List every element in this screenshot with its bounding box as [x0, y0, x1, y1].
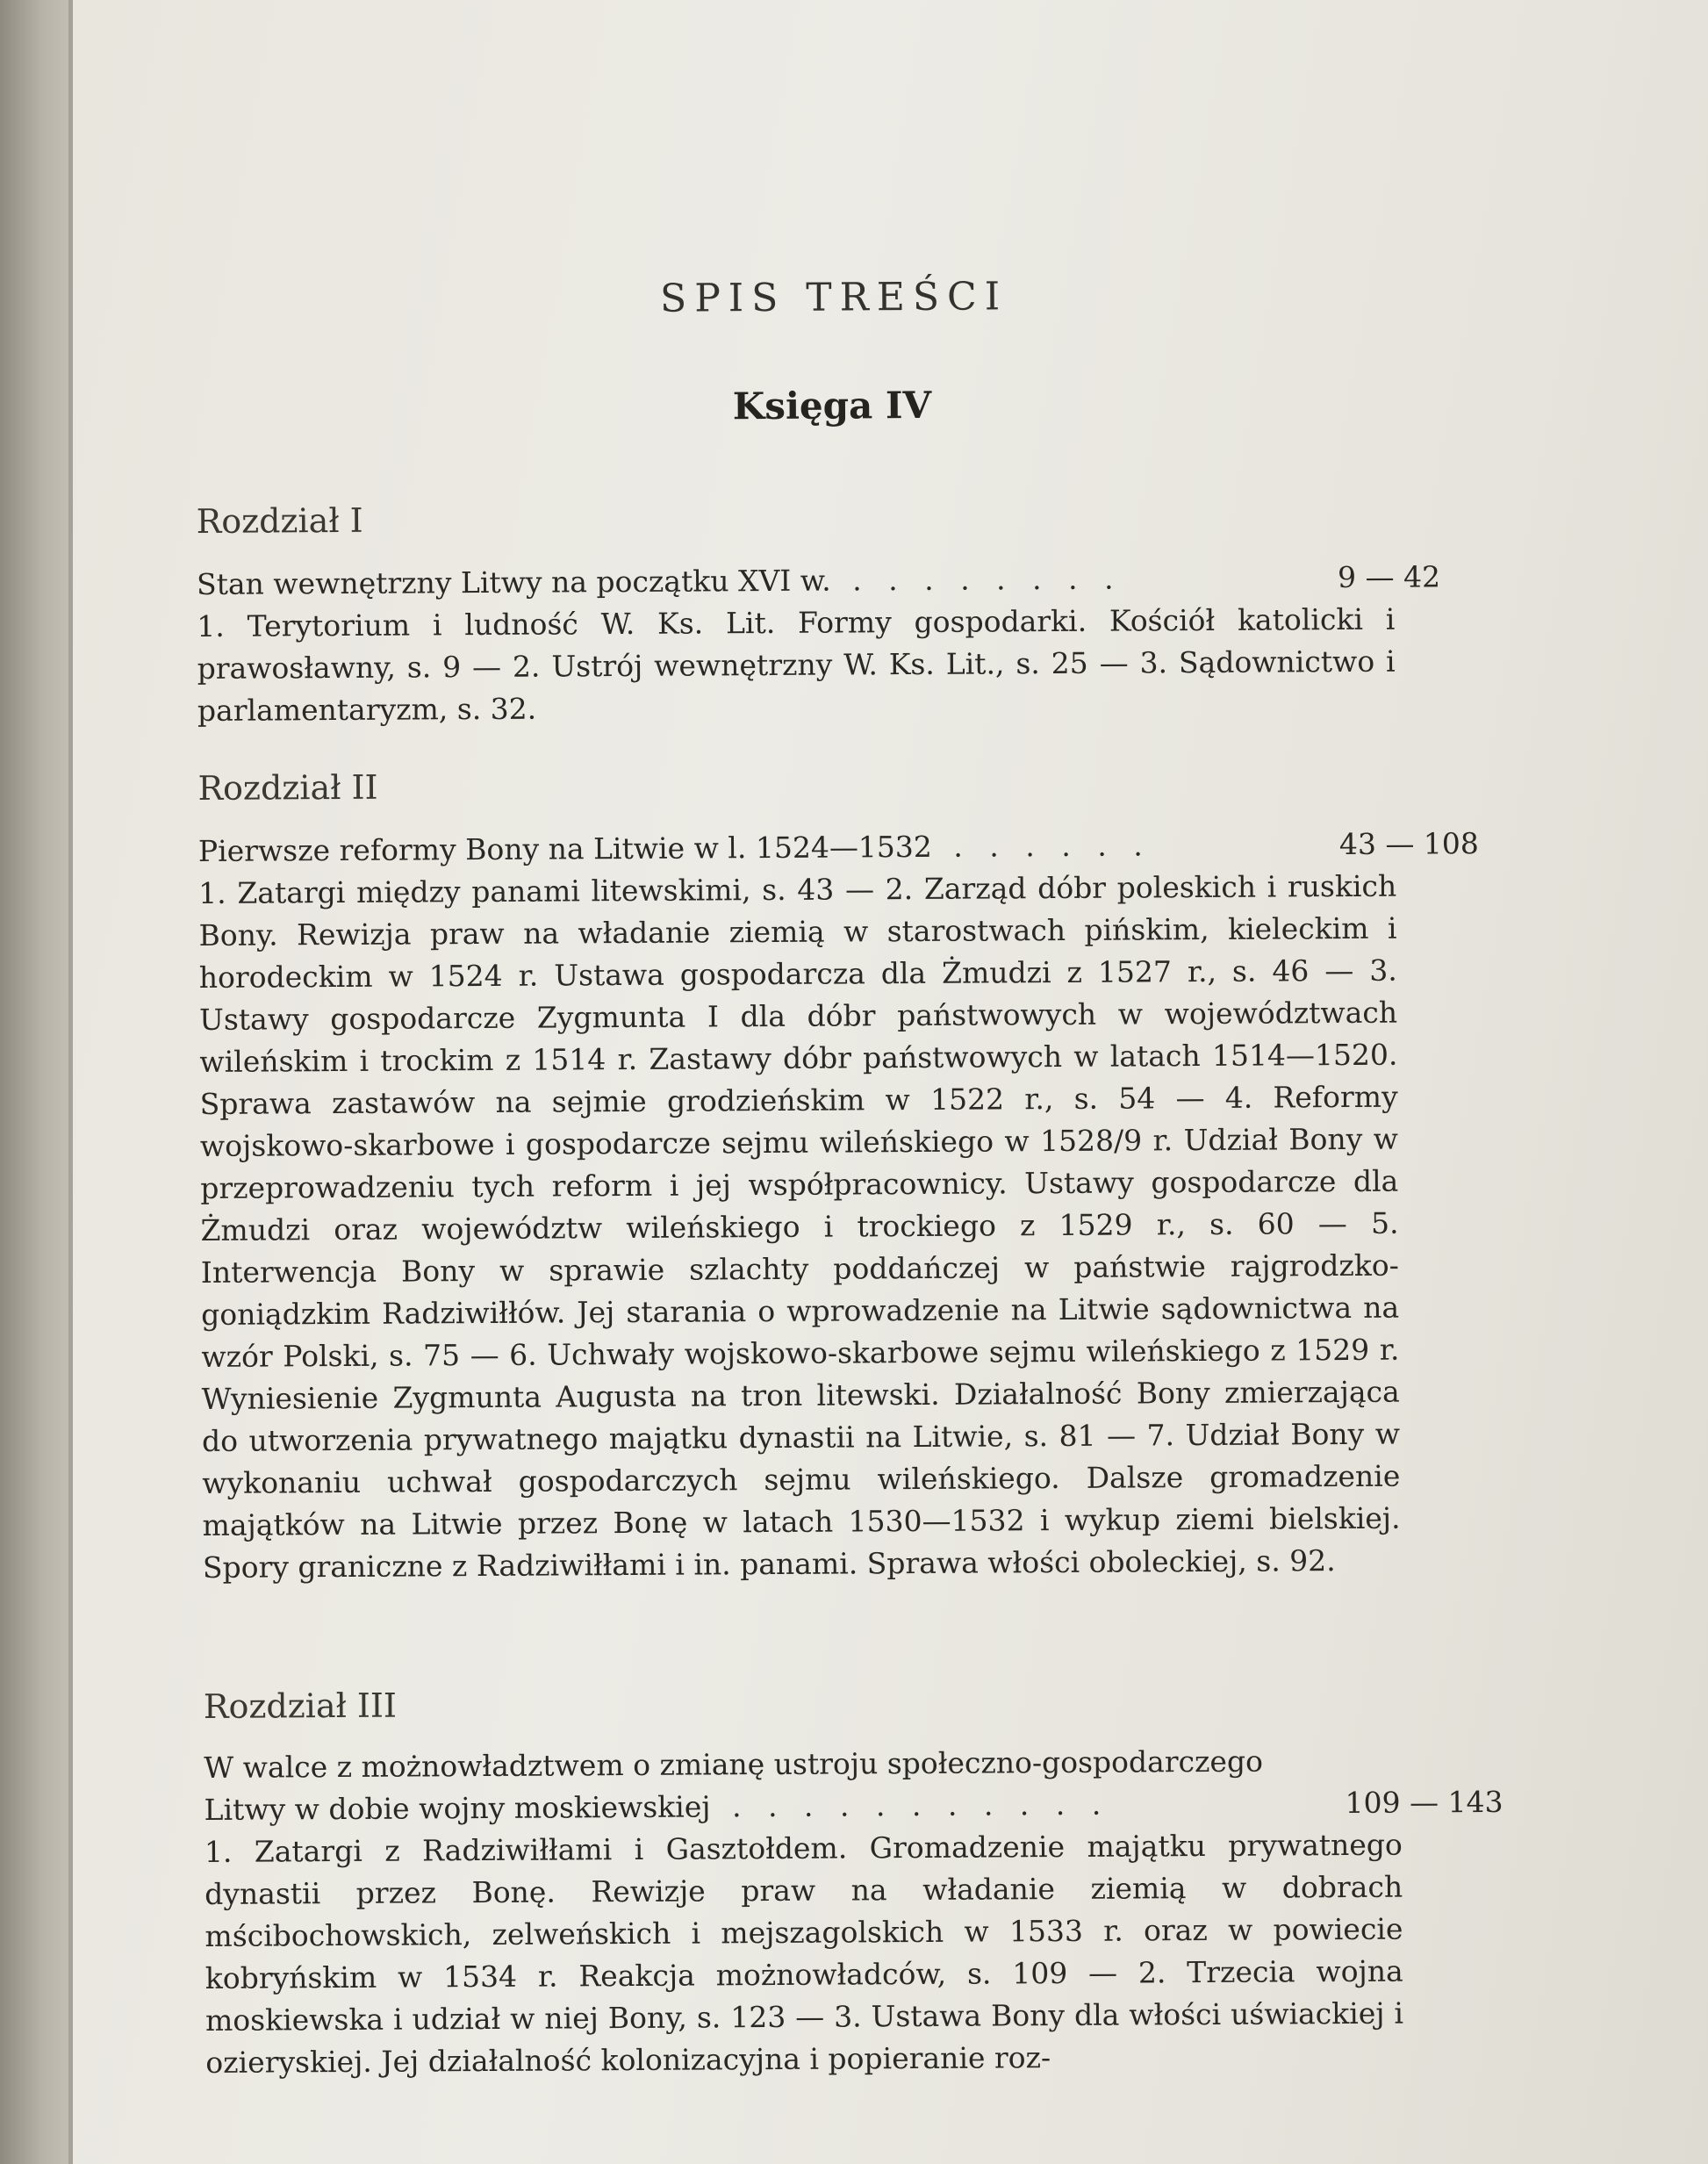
chapter-title-line: [198, 823, 1497, 873]
page-edge: [68, 0, 73, 2164]
chapter-heading: Rozdział I: [196, 500, 363, 541]
chapter-2: [197, 761, 1502, 1589]
dot-leader: . . . . . .: [953, 828, 1152, 864]
chapter-title: Stan wewnętrzny Litwy na początku XVI w.: [196, 563, 831, 601]
chapter-title: Pierwsze reformy Bony na Litwie w l. 1524—1532: [197, 829, 932, 868]
dot-leader: . . . . . . . . . . .: [731, 1787, 1110, 1824]
chapter-title-line: [197, 556, 1496, 606]
page-range: 43 — 108: [1338, 826, 1479, 862]
page-title: SPIS TREŚCI: [659, 274, 1008, 321]
book-heading: Księga IV: [732, 383, 932, 428]
chapter-description: 1. Terytorium i ludność W. Ks. Lit. Formy gospodarki. Kościół katolicki i prawosławny, s. 9 — 2. Ustrój wewnętrzny W. Ks. Lit., s. 25 — 3. Sądownictwo i parlamentaryzm, s. 32.: [197, 601, 1396, 728]
chapter-heading: Rozdział III: [203, 1686, 398, 1726]
chapter-description: 1. Zatargi z Radziwiłłami i Gasztołdem. Gromadzenie majątku prywatnego dynastii przez Bonę. Rewizje praw na władanie ziemią w dobrach mścibochowskich, zelweńskich i mejszagolskich w 1533 r. oraz w powiecie kobryńskim w 1534 r. Reakcja możnowładców, s. 109 — 2. Trzecia wojna moskiewska i udział w niej Bony, s. 123 — 3. Ustawa Bony dla włości uświackiej i ozieryskiej. Jej działalność kolonizacyjna i popieranie roz-: [204, 1827, 1404, 2080]
chapter-title-line-2: [204, 1781, 1503, 1831]
dot-leader: . . . . . . . .: [852, 561, 1123, 598]
chapter-title: W walce z możnowładztwem o zmianę ustroju społeczno-gospodarczego: [204, 1743, 1264, 1785]
page-range: 109 — 143: [1345, 1784, 1503, 1821]
chapter-title-continued: Litwy w dobie wojny moskiewskiej: [204, 1789, 711, 1827]
chapter-3: [204, 1679, 1505, 2084]
chapter-1: [196, 494, 1496, 732]
page-range: 9 — 42: [1337, 559, 1441, 595]
chapter-heading: Rozdział II: [197, 767, 378, 808]
chapter-description: 1. Zatargi między panami litewskimi, s. 43 — 2. Zarząd dóbr poleskich i ruskich Bony. Rewizja praw na władanie ziemią w starostwach pińskim, kieleckim i horodeckim w 1524 r. Ustawa gospodarcza dla Żmudzi z 1527 r., s. 46 — 3. Ustawy gospodarcze Zygmunta I dla dóbr państwowych w województwach wileńskim i trockim z 1514 r. Zastawy dóbr państwowych w latach 1514—1520. Sprawa zastawów na sejmie grodzieńskim w 1522 r., s. 54 — 4. Reformy wojskowo-skarbowe i gospodarcze sejmu wileńskiego w 1528/9 r. Udział Bony w przeprowadzeniu tych reform i jej współpracownicy. Ustawy gospodarcze dla Żmudzi oraz województw wileńskiego i trockiego z 1529 r., s. 60 — 5. Interwencja Bony w sprawie szlachty poddańczej w państwie rajgrodzko-goniądzkim Radziwiłłów. Jej starania o wprowadzenie na Litwie sądownictwa na wzór Polski, s. 75 — 6. Uchwały wojskowo-skarbowe sejmu wileńskiego z 1529 r. Wyniesienie Zygmunta Augusta na tron litewski. Działalność Bony zmierzająca do utworzenia prywatnego majątku dynastii na Litwie, s. 81 — 7. Udział Bony w wykonaniu uchwał gospodarczych sejmu wileńskiego. Dalsze gromadzenie majątków na Litwie przez Bonę w latach 1530—1532 i wykup ziemi bielskiej. Spory graniczne z Radziwiłłami i in. panami. Sprawa włości oboleckiej, s. 92.: [198, 868, 1401, 1585]
